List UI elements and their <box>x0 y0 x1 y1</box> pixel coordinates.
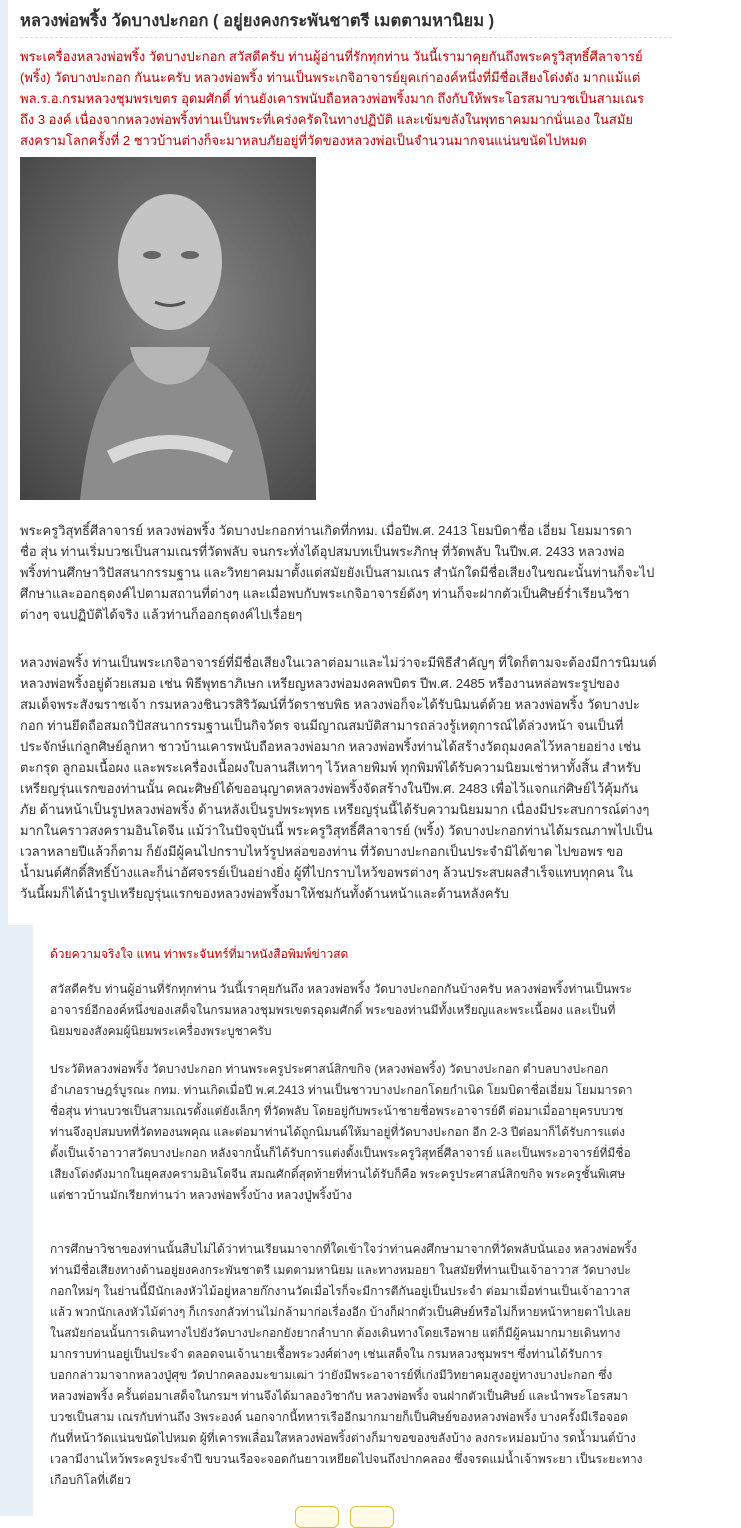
article-paragraph-3 <box>50 1239 643 1491</box>
text-line: ศึกษาและออกธุดงค์ไปตามสถานที่ต่างๆ และเมื่อพบกับพระเกจิอาจารย์ดังๆ ท่านก็จะฝากตัวเป็นศิษย์ร่ำเรียนวิชา <box>20 586 630 601</box>
text-line: (พริ้ง) วัดบางปะกอก กันนะครับ หลวงพ่อพริ้ง ท่านเป็นพระเกจิอาจารย์ยุคเก่าองค์หนึ่งที่มีชื่อเสียงโด่งดัง มากแม้แต่ <box>20 70 641 85</box>
text-line: แล้ว พวกนักเลงหัวไม้ต่างๆ ก็เกรงกลัวท่านไม่กล้ามาก่อเรื่องอีก บ้างก็ฝากตัวเป็นศิษย์หรือไม่ก็หายหน้าหายตาไปเลย <box>50 1305 631 1319</box>
text-line: ท่านจึงอุปสมบทที่วัดทองนพคุณ และต่อมาท่านได้ถูกนิมนต์ให้มาอยู่ที่วัดบางปะกอก อีก 2-3 ปีต่อมาก็ได้รับการแต่ง <box>50 1125 626 1139</box>
text-line: บอกกล่าวมาจากหลวงปู่ศุข วัดปากคลองมะขามเฒ่า ว่ายังมีพระอาจารย์ที่เก่งมีวิทยาคมสูงอยู่ทางบางปะกอก ซึ่ง <box>50 1368 613 1382</box>
text-line: แต่ชาวบ้านมักเรียกท่านว่า หลวงพ่อพริ้งบ้าง หลวงปู่พริ้งบ้าง <box>50 1188 353 1202</box>
text-line: หลวงพ่อพริ้งอยู่ด้วยเสมอ เช่น พิธีพุทธาภิเษก เหรียญหลวงพ่อมงคลพบิตร ปีพ.ศ. 2485 หรืองานหล่อพระรูปของ <box>20 676 620 691</box>
prev-page-button[interactable] <box>295 1506 339 1528</box>
intro-paragraph <box>20 46 644 151</box>
text-line: ประจักษ์แก่ลูกศิษย์ลูกหา ชาวบ้านเคารพนับถือหลวงพ่อมาก หลวงพ่อพริ้งท่านได้สร้างวัตถุมงคลไว้หลายอย่าง เช่น <box>20 739 641 754</box>
text-line: กันที่หน้าวัดแน่นขนัดไปหมด ผู้ที่เคารพเลื่อมใสหลวงพ่อพริ้งต่างก็มาขอของขลังบ้าง ลงกระหม่อมบ้าง รดน้ำมนต์บ้าง <box>50 1431 636 1445</box>
text-line: มากราบท่านอยู่เป็นประจำ ตลอดจนเจ้านายเชื้อพระวงศ์ต่างๆ เช่นเสด็จใน กรมหลวงชุมพรฯ ซึ่งท่านได้รับการ <box>50 1347 603 1361</box>
text-line: เวลาหลายปีแล้วก็ตาม ก็ยังมีผู้คนไปกราบไหว้รูปหล่อของท่าน ที่วัดบางปะกอกเป็นประจำมิได้ขาด ไปขอพร ขอ <box>20 844 624 859</box>
text-line: พระเครื่องหลวงพ่อพริ้ง วัดบางปะกอก สวัสดีครับ ท่านผู้อ่านที่รักทุกท่าน วันนี้เรามาคุยกันถึงพระครูวิสุทธิ์ศีลาจารย์ <box>20 49 643 64</box>
left-sidebar-strip <box>0 0 8 925</box>
text-line: พระครูวิสุทธิ์ศีลาจารย์ หลวงพ่อพริ้ง วัดบางปะกอกท่านเกิดที่กทม. เมื่อปีพ.ศ. 2413 โยมบิดาชื่อ เอี่ยม โยมมารดา <box>20 523 632 538</box>
article-paragraph-1 <box>50 979 632 1042</box>
text-line: ต่างๆ จนปฏิบัติได้จริง แล้วท่านก็ออกธุดงค์ไปเรื่อยๆ <box>20 607 303 622</box>
text-line: ประวัติหลวงพ่อพริ้ง วัดบางปะกอก ท่านพระครูประศาสน์สิกขกิจ (หลวงพ่อพริ้ง) วัดบางปะกอก ตำบลบางปะกอก <box>50 1062 609 1076</box>
article-paragraph-2 <box>50 1059 633 1206</box>
text-line: สมเด็จพระสังฆราชเจ้า กรมหลวงชินวรสิริวัฒน์ที่วัดราชบพิธ หลวงพ่อก็จะได้รับนิมนต์ด้วย หลวงพ่อพริ้ง วัดบางปะ <box>20 697 640 712</box>
text-line: บวชเป็นสาม เณรกับท่านถึง 3พระองค์ นอกจากนี้ทหารเรืออีกมากมายก็เป็นศิษย์ของหลวงพ่อพริ้ง บางครั้งมีเรือจอด <box>50 1410 629 1424</box>
text-line: นิยมของสังคมผู้นิยมพระเครื่องพระบูชาครับ <box>50 1024 272 1038</box>
text-line: ตะกรุด ลูกอมเนื้อผง และพระเครื่องเนื้อผงใบลานสีเทาๆ ไว้หลายพิมพ์ ทุกพิมพ์ได้รับความนิยมเช่าหาทั้งสิ้น สำหรับ <box>20 760 641 775</box>
text-line: สวัสดีครับ ท่านผู้อ่านที่รักทุกท่าน วันนี้เราคุยกันถึง หลวงพ่อพริ้ง วัดบางปะกอกกันบ้างครับ หลวงพ่อพริ้งท่านเป็นพระ <box>50 982 632 996</box>
text-line: ตั้งเป็นเจ้าอาวาสวัดบางปะกอก หลังจากนั้นก็ได้รับการแต่งตั้งเป็นพระครูวิสุทธิ์ศีลาจารย์ และเป็นพระอาจารย์ที่มีชื่อ <box>50 1146 631 1160</box>
left-sidebar-strip-wide <box>0 925 33 1516</box>
text-line: เสียงโด่งดังมากในยุคสงครามอินโดจีน สมณศักดิ์สุดท้ายที่ท่านได้รับก็คือ พระครูประศาสน์สิกขกิจ พระครูชั้นพิเศษ <box>50 1167 626 1181</box>
text-line: น้ำมนต์ศักดิ์สิทธิ์บ้างและก็น่าอัศจรรย์เป็นอย่างยิ่ง ผู้ที่ไปกราบไหว้ขอพรต่างๆ ล้วนประสบผลสำเร็จแทบทุกคน ใน <box>20 865 634 880</box>
text-line: มากในคราวสงครามอินโดจีน แม้ว่าในปัจจุบันนี้ พระครูวิสุทธิ์ศีลาจารย์ (พริ้ง) วัดบางปะกอกท่านได้มรณภาพไปเป็น <box>20 823 653 838</box>
text-line: ในสมัยก่อนนั้นการเดินทางไปยังวัดบางปะกอกยังยากลำบาก ต้องเดินทางโดยเรือพาย แต่ก็มีผู้คนมากมายเดินทาง <box>50 1326 621 1340</box>
text-line: ท่านมีชื่อเสียงทางด้านอยู่ยงคงกระพันชาตรี เมตตามหานิยม และทางหมอยา ในสมัยที่ท่านเป็นเจ้าอาวาส วัดบางปะ <box>50 1263 631 1277</box>
text-line: เหรียญรุ่นแรกของท่านนั้น คณะศิษย์ได้ขออนุญาตหลวงพ่อพริ้งจัดสร้างในปีพ.ศ. 2483 เพื่อไว้แจกแก่ศิษย์ไว้คุ้มกัน <box>20 781 639 796</box>
monk-portrait-photo <box>20 157 316 500</box>
title-divider <box>20 37 672 38</box>
text-line: กอกใหม่ๆ ในย่านนี้มีนักเลงหัวไม้อยู่หลายก๊กงานวัดเมื่อไรก็จะมีการตีกันอยู่เป็นประจำ ต่อมาเมื่อท่านเป็นเจ้าอาวาส <box>50 1284 630 1298</box>
text-line: เกือบกิโลที่เดียว <box>50 1473 131 1487</box>
text-line: สงครามโลกครั้งที่ 2 ชาวบ้านต่างก็จะมาหลบภัยอยู่ที่วัดของหลวงพ่อเป็นจำนวนมากจนแน่นขนัดไปหมด <box>20 133 587 148</box>
text-line: อาจารย์อีกองค์หนึ่งของเสด็จในกรมหลวงชุมพรเขตรอุดมศักดิ์ พระของท่านมีทั้งเหรียญและพระเนื้อผง และเป็นที่ <box>50 1003 616 1017</box>
text-line: หลวงพ่อพริ้ง ครั้นต่อมาเสด็จในกรมฯ ท่านจึงได้มาลองวิชากับ หลวงพ่อพริ้ง จนฝากตัวเป็นศิษย์ และนำพระโอรสมา <box>50 1389 628 1403</box>
text-line: ภัย ด้านหน้าเป็นรูปหลวงพ่อพริ้ง ด้านหลังเป็นรูปพระพุทธ เหรียญรุ่นนี้ได้รับความนิยมมาก เนื่องมีประสบการณ์ต่างๆ <box>20 802 650 817</box>
text-line: การศึกษาวิชาของท่านนั้นสืบไม่ได้ว่าท่านเรียนมาจากที่ใดเข้าใจว่าท่านคงศึกษามาจากที่วัดพลับนั่นเอง หลวงพ่อพริ้ง <box>50 1242 637 1256</box>
text-line: ชื่อ สุ่น ท่านเริ่มบวชเป็นสามเณรที่วัดพลับ จนกระทั่งได้อุปสมบทเป็นพระภิกษุ ที่วัดพลับ ในปีพ.ศ. 2433 หลวงพ่อ <box>20 544 625 559</box>
text-line: อำเภอราษฎร์บูรณะ กทม. ท่านเกิดเมื่อปี พ.ศ.2413 ท่านเป็นชาวบางปะกอกโดยกำเนิด โยมบิดาชื่อเอี่ยม โยมมารดา <box>50 1083 633 1097</box>
text-line: พล.ร.อ.กรมหลวงชุมพรเขตร อุดมศักดิ์ ท่านยังเคารพนับถือหลวงพ่อพริ้งมาก ถึงกับให้พระโอรสมาบวชเป็นสามเณร <box>20 91 645 106</box>
credit-text: ด้วยความจริงใจ แทน ท่าพระจันทร์ที่มาหนังสือพิมพ์ข่าวสด <box>50 947 349 961</box>
biography-paragraph-2 <box>20 652 657 904</box>
credit-line <box>50 944 348 965</box>
text-line: พริ้งท่านศึกษาวิปัสสนากรรมฐาน และวิทยาคมมาตั้งแต่สมัยยังเป็นสามเณร สำนักใดมีชื่อเสียงในขณะนั้นท่านก็จะไป <box>20 565 655 580</box>
biography-paragraph-1 <box>20 520 654 625</box>
page-title: หลวงพ่อพริ้ง วัดบางปะกอก ( อยู่ยงคงกระพันชาตรี เมตตามหานิยม ) <box>20 12 495 30</box>
text-line: เวลามีงานไหว้พระครูประจำปี ขบวนเรือจะจอดกันยาวเหยียดไปจนถึงปากคลอง ซึ่งจรดแม่น้ำเจ้าพระยา เป็นระยะทาง <box>50 1452 643 1466</box>
text-line: ชื่อสุ่น ท่านบวชเป็นสามเณรตั้งแต่ยังเล็กๆ ที่วัดพลับ โดยอยู่กับพระน้าชายชื่อพระอาจารย์ดี ต่อมาเมื่ออายุครบบวช <box>50 1104 624 1118</box>
text-line: วันนี้ผมก็ได้นำรูปเหรียญรุ่นแรกของหลวงพ่อพริ้งมาให้ชมกันทั้งด้านหน้าและด้านหลังครับ <box>20 886 509 901</box>
next-page-button[interactable] <box>350 1506 394 1528</box>
text-line: กอก ท่านยึดถือสมถวิปัสสนากรรมฐานเป็นกิจวัตร จนมีญาณสมบัติสามารถล่วงรู้เหตุการณ์ได้ล่วงหน้า จนเป็นที่ <box>20 718 624 733</box>
text-line: หลวงพ่อพริ้ง ท่านเป็นพระเกจิอาจารย์ที่มีชื่อเสียงในเวลาต่อมาและไม่ว่าจะมีพิธีสำคัญๆ ที่ใดก็ตามจะต้องมีการนิมนต์ <box>20 655 657 670</box>
text-line: ถึง 3 องค์ เนื่องจากหลวงพ่อพริ้งท่านเป็นพระที่เคร่งครัดในทางปฏิบัติ และเข้มขลังในพุทธาคมมากนั่นเอง ในสมัย <box>20 112 634 127</box>
